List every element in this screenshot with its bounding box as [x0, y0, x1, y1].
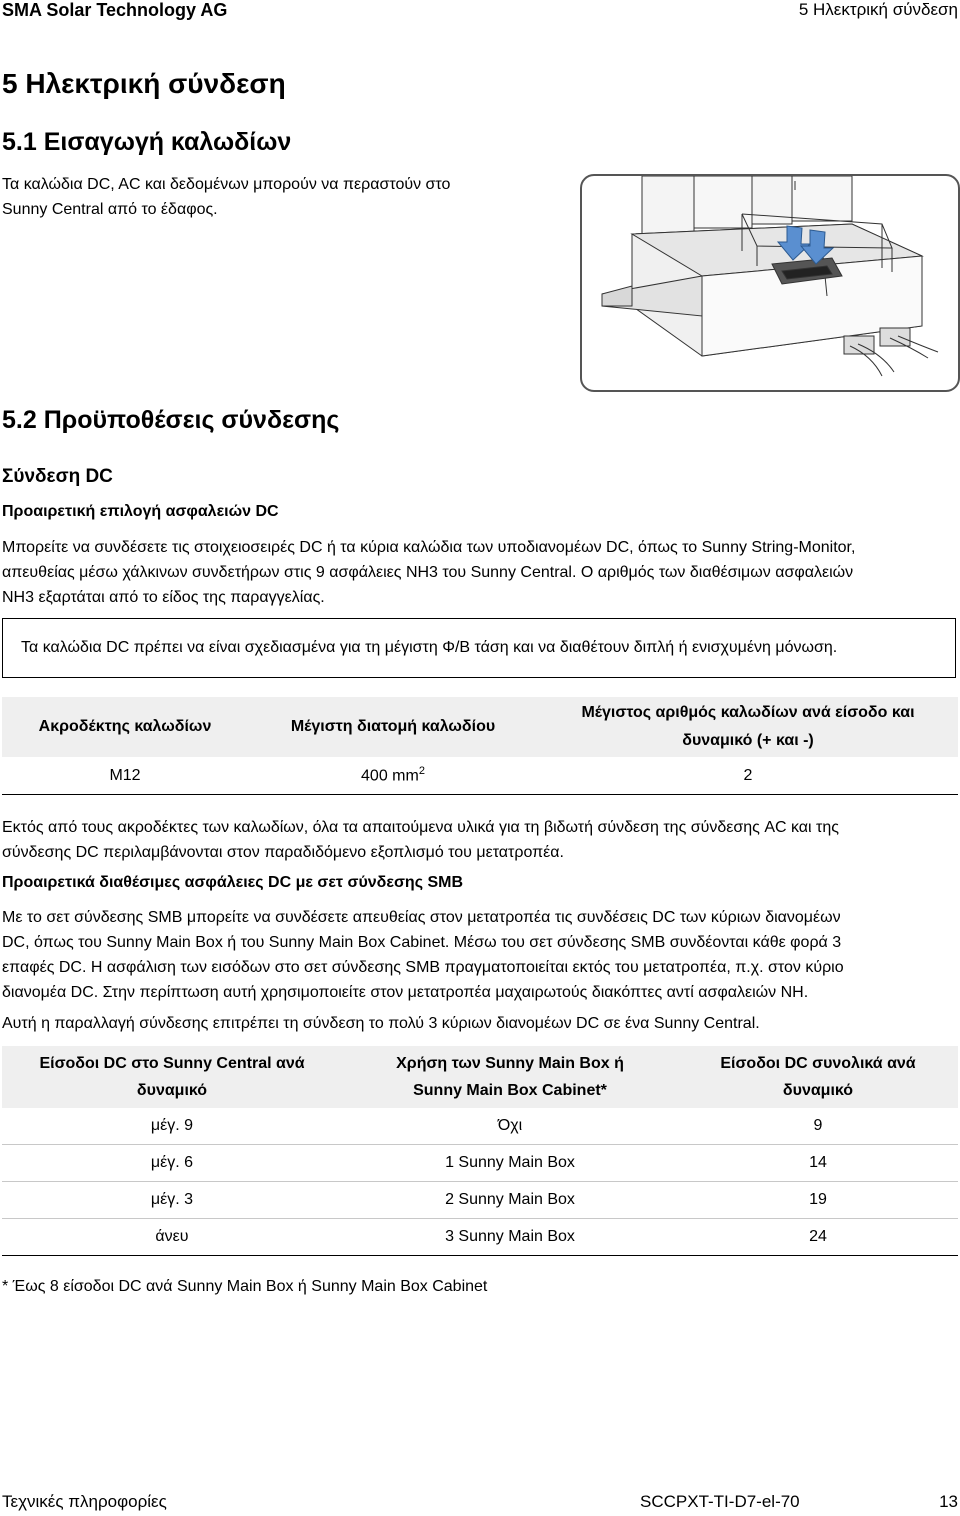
header-chapter: 5 Ηλεκτρική σύνδεση [798, 0, 958, 19]
smb-text: Με το σετ σύνδεσης SMB μπορείτε να συνδέσετε απευθείας στον μετατροπέα τις συνδέσεις DC των κύριων διανομέων DC, όπως του Sunny Main Box ή του Sunny Main Box Cabinet. Μέσω του σετ σύνδεσης SMB συνδέονται κάθε φορά 3 επαφές DC. Η ασφάλιση των εισόδων στο σετ σύνδεσης SMB πραγματοποιείται εκτός του μετατροπέα, π.χ. στον κύριο διανομέα DC. Στην περίπτωση αυτή χρησιμοποιείτε στον μετατροπέα μαχαιρωτούς διακόπτες αντί ασφαλειών NH. Αυτή η παραλλαγή σύνδεσης επιτρέπει τη σύνδεση το πολύ 3 κύριων διανομέων DC σε ένα Sunny Central. [2, 909, 844, 1032]
cable-entry-illustration [580, 174, 960, 392]
column-header: Μέγιστος αριθμός καλωδίων ανά είσοδο και δυναμικό (+ και -) [538, 697, 958, 757]
table-cell: 2 Sunny Main Box [342, 1182, 678, 1219]
notice-text: Τα καλώδια DC πρέπει να είναι σχεδιασμένα για τη μέγιστη Φ/Β τάση και να διαθέτουν διπλή ή ενισχυμένη μόνωση. [21, 639, 838, 656]
section-5-2-title: 5.2 Προϋποθέσεις σύνδεσης [2, 406, 340, 434]
table-cell: μέγ. 6 [2, 1145, 342, 1182]
table-cell: μέγ. 3 [2, 1182, 342, 1219]
table-cell: άνευ [2, 1219, 342, 1256]
table-row [2, 1182, 958, 1219]
table-cell: 14 [678, 1145, 958, 1182]
page-number: 13 [939, 1492, 958, 1511]
table-cell: 19 [678, 1182, 958, 1219]
notice-box [2, 618, 956, 678]
section-5-1-text: Τα καλώδια DC, AC και δεδομένων μπορούν να περαστούν στο Sunny Central από το έδαφος. [2, 176, 451, 218]
table-cell: 400 $mm^2$ [248, 757, 538, 795]
table-row [2, 1145, 958, 1182]
dc-connection-subtitle: Σύνδεση DC [2, 466, 113, 487]
column-header: Ακροδέκτης καλωδίων [2, 697, 248, 757]
smb-heading: Προαιρετικά διαθέσιμες ασφάλειες DC με σετ σύνδεσης SMB [2, 874, 464, 891]
table-row [2, 757, 958, 795]
header-company: SMA Solar Technology AG [2, 0, 228, 20]
dc-inputs-table [2, 1046, 958, 1256]
table-cell: μέγ. 9 [2, 1108, 342, 1145]
table-row [2, 1219, 958, 1256]
table-cell: 2 [538, 757, 958, 795]
section-5-1-title: 5.1 Εισαγωγή καλωδίων [2, 128, 292, 156]
column-header: Είσοδοι DC συνολικά ανά δυναμικό [678, 1046, 958, 1108]
table-cell: 3 Sunny Main Box [342, 1219, 678, 1256]
table-cell: Όχι [342, 1108, 678, 1145]
table-cell: 24 [678, 1219, 958, 1256]
column-header: Μέγιστη διατομή καλωδίου [248, 697, 538, 757]
fuse-heading: Προαιρετική επιλογή ασφαλειών DC [2, 503, 279, 520]
column-header: Είσοδοι DC στο Sunny Central ανά δυναμικό [2, 1046, 342, 1108]
table-footnote: * Έως 8 είσοδοι DC ανά Sunny Main Box ή Sunny Main Box Cabinet [2, 1278, 488, 1295]
fuse-text: Μπορείτε να συνδέσετε τις στοιχειοσειρές DC ή τα κύρια καλώδια των υποδιανομέων DC, όπως το Sunny String-Monitor, απευθείας μέσω χάλκινων συνδετήρων στις 9 ασφάλειες NH3 του Sunny Central. Ο αριθμός των διαθέσιμων ασφαλειών NH3 εξαρτάται από το είδος της παραγγελίας. [2, 539, 856, 606]
column-header: Χρήση των Sunny Main Box ή Sunny Main Box Cabinet* [342, 1046, 678, 1108]
chapter-title: 5 Ηλεκτρική σύνδεση [2, 68, 286, 99]
footer-doc-type: Τεχνικές πληροφορίες [2, 1492, 167, 1511]
after-table-text: Εκτός από τους ακροδέκτες των καλωδίων, όλα τα απαιτούμενα υλικά για τη βιδωτή σύνδεση της σύνδεσης AC και της σύνδεσης DC περιλαμβάνονται στον παραδιδόμενο εξοπλισμό του μετατροπέα. [2, 819, 839, 861]
table-cell: M12 [2, 757, 248, 795]
table-cell: 9 [678, 1108, 958, 1145]
table-row [2, 1108, 958, 1145]
cable-terminal-table [2, 697, 958, 795]
footer-doc-id: SCCPXT-TI-D7-el-70 [640, 1492, 800, 1511]
cabinet-drawing [582, 176, 958, 390]
table-cell: 1 Sunny Main Box [342, 1145, 678, 1182]
